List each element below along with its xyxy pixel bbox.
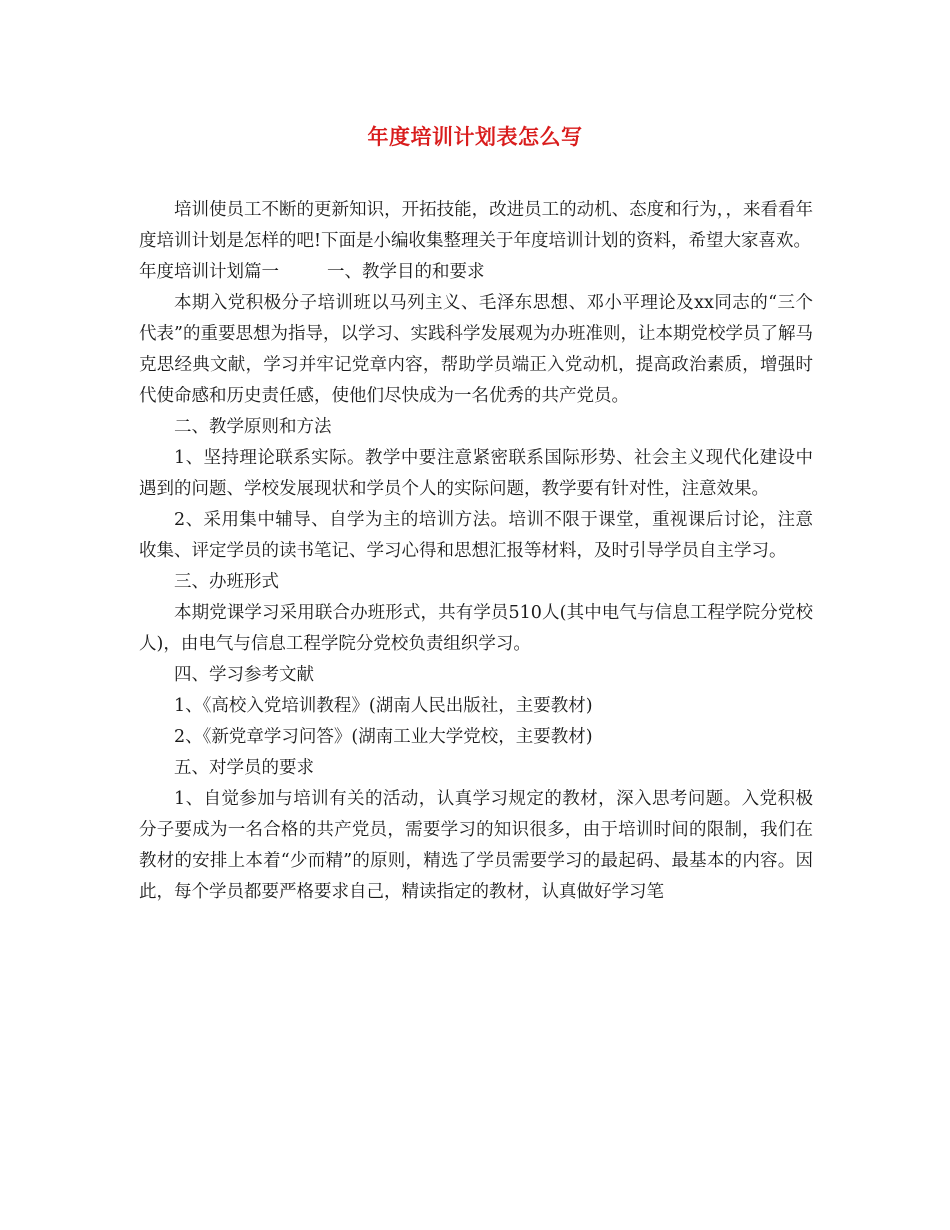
heading-student-requirements: 五、对学员的要求 [174, 758, 314, 778]
heading-teaching-goals: 一、教学目的和要求 [327, 262, 485, 282]
section-heading-line [139, 257, 813, 288]
heading-references: 四、学习参考文献 [174, 665, 314, 685]
document-body [139, 195, 813, 908]
paragraph-principle-1: 1、坚持理论联系实际。教学中要注意紧密联系国际形势、社会主义现代化建设中遇到的问题、学校发展现状和学员个人的实际问题，教学要有针对性，注意效果。 [139, 448, 813, 499]
heading-class-format: 三、办班形式 [174, 572, 279, 592]
heading-principles: 二、教学原则和方法 [174, 417, 332, 437]
section-label: 年度培训计划篇一 [139, 262, 279, 282]
reference-item: 1、《高校入党培训教程》(湖南人民出版社，主要教材) [174, 696, 593, 716]
paragraph-requirement-1: 1、自觉参加与培训有关的活动，认真学习规定的教材，深入思考问题。入党积极分子要成为一名合格的共产党员，需要学习的知识很多，由于培训时间的限制，我们在教材的安排上本着“少而精”的原则，精选了学员需要学习的最起码、最基本的内容。因此，每个学员都要严格要求自己，精读指定的教材，认真做好学习笔 [139, 789, 813, 902]
paragraph-goals: 本期入党积极分子培训班以马列主义、毛泽东思想、邓小平理论及xx同志的“三个代表”的重要思想为指导，以学习、实践科学发展观为办班准则，让本期党校学员了解马克思经典文献，学习并牢记党章内容，帮助学员端正入党动机，提高政治素质，增强时代使命感和历史责任感，使他们尽快成为一名优秀的共产党员。 [139, 293, 813, 406]
paragraph-principle-2: 2、采用集中辅导、自学为主的培训方法。培训不限于课堂，重视课后讨论，注意收集、评定学员的读书笔记、学习心得和思想汇报等材料，及时引导学员自主学习。 [139, 510, 813, 561]
paragraph-class-format: 本期党课学习采用联合办班形式，共有学员510人(其中电气与信息工程学院分党校 人)，由电气与信息工程学院分党校负责组织学习。 [139, 603, 813, 654]
reference-item: 2、《新党章学习问答》(湖南工业大学党校，主要教材) [174, 727, 593, 747]
intro-paragraph: 培训使员工不断的更新知识，开拓技能，改进员工的动机、态度和行为，，来看看年度培训计划是怎样的吧!下面是小编收集整理关于年度培训计划的资料，希望大家喜欢。 [139, 200, 813, 251]
document-title: 年度培训计划表怎么写 [367, 124, 583, 149]
